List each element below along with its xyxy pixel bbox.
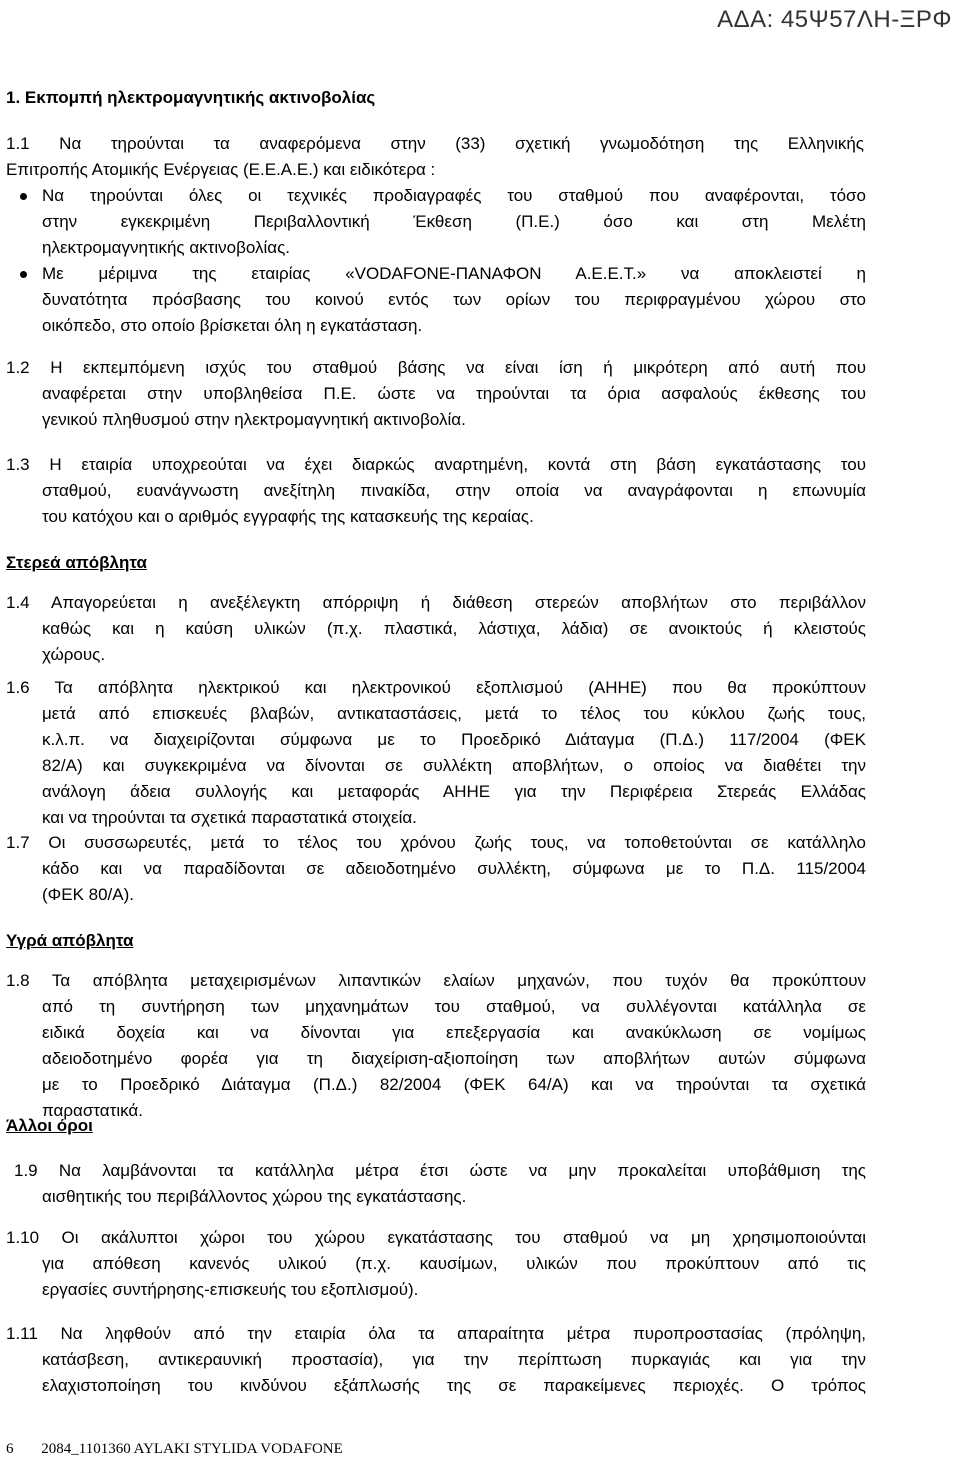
bullet-item [42, 261, 866, 339]
paragraph-1-6 [6, 675, 866, 831]
ada-code: ΑΔΑ: 45Ψ57ΛΗ-ΞΡΦ [717, 6, 952, 33]
text-line: Με μέριμνα της εταιρίας «VODAFONE-ΠΑΝΑΦΟΝ Α.Ε.Ε.Τ.» να αποκλειστεί η [42, 264, 866, 283]
paragraph-1-3 [6, 452, 866, 530]
text-line: 1.6 Τα απόβλητα ηλεκτρικού και ηλεκτρονικού εξοπλισμού (ΑΗΗΕ) που θα προκύπτουν [6, 678, 866, 697]
text-line: οικόπεδο, στο οποίο βρίσκεται όλη η εγκατάσταση. [42, 316, 423, 335]
text-line: Επιτροπής Ατομικής Ενέργειας (Ε.Ε.Α.Ε.) και ειδικότερα : [6, 160, 436, 179]
text-line: ανάλογη άδεια συλλογής και μεταφοράς ΑΗΗΕ για την Περιφέρεια Στερεάς Ελλάδας [42, 782, 866, 801]
text-line: 1.1 Να τηρούνται τα αναφερόμενα στην (33) σχετική γνωμοδότηση της Ελληνικής [6, 134, 864, 153]
text-line: καθώς και η καύση υλικών (π.χ. πλαστικά, λάστιχα, λάδια) σε ανοικτούς ή κλειστούς [42, 619, 866, 638]
text-line: 82/Α) και συγκεκριμένα να δίνονται σε συλλέκτη αποβλήτων, ο οποίος να διαθέτει την [42, 756, 866, 775]
text-line: αδειοδοτημένο φορέα για τη διαχείριση-αξιοποίηση των αποβλήτων αυτών σύμφωνα [42, 1049, 866, 1068]
paragraph-1-9 [14, 1158, 866, 1210]
heading-other-terms: Άλλοι όροι [6, 1116, 93, 1135]
text-line: ελαχιστοποίηση του κινδύνου εξάπλωσής της σε παρακείμενες περιοχές. Ο τρόπος [42, 1376, 866, 1395]
text-line: 1.8 Τα απόβλητα μεταχειρισμένων λιπαντικών ελαίων μηχανών, που τυχόν θα προκύπτουν [6, 971, 866, 990]
text-line: και να τηρούνται τα σχετικά παραστατικά στοιχεία. [42, 808, 417, 827]
heading-solid-waste: Στερεά απόβλητα [6, 553, 147, 572]
text-line: για απόθεση κανενός υλικού (π.χ. καυσίμων, υλικών που προκύπτουν από τις [42, 1254, 866, 1273]
document-reference: 2084_1101360 AYLAKI STYLIDA VODAFONE [41, 1441, 343, 1457]
section-title: 1. Εκπομπή ηλεκτρομαγνητικής ακτινοβολίας [6, 88, 376, 107]
text-line: 1.9 Να λαμβάνονται τα κατάλληλα μέτρα έτσι ώστε να μην προκαλείται υποβάθμιση της [14, 1161, 866, 1180]
text-line: αναφέρεται στην υποβληθείσα Π.Ε. ώστε να τηρούνται τα όρια ασφαλούς έκθεσης του [42, 384, 866, 403]
text-line: 1.11 Να ληφθούν από την εταιρία όλα τα απαραίτητα μέτρα πυροπροστασίας (πρόληψη, [6, 1324, 866, 1343]
paragraph-1-4 [6, 590, 866, 668]
paragraph-1-2 [6, 355, 866, 433]
text-line: ηλεκτρομαγνητικής ακτινοβολίας. [42, 238, 291, 257]
text-line: μετά από επισκευές βλαβών, αντικαταστάσεις, μετά το τέλος του κύκλου ζωής τους, [42, 704, 866, 723]
text-line: κατάσβεση, αντικεραυνική προστασία), για την περίπτωση πυρκαγιάς και για την [42, 1350, 866, 1369]
text-line: 1.10 Οι ακάλυπτοι χώροι του χώρου εγκατάστασης του σταθμού να μη χρησιμοποιούνται [6, 1228, 866, 1247]
page-number: 6 [6, 1441, 14, 1457]
paragraph-1-10 [6, 1225, 866, 1303]
text-line: κάδο και να παραδίδονται σε αδειοδοτημένο συλλέκτη, σύμφωνα με το Π.Δ. 115/2004 [42, 859, 866, 878]
bullet-item [42, 183, 866, 261]
text-line: σταθμού, ευανάγνωστη ανεξίτηλη πινακίδα, στην οποία να αναγράφονται η επωνυμία [42, 481, 866, 500]
text-line: δυνατότητα πρόσβασης του κοινού εντός των ορίων του περιφραγμένου χώρου στο [42, 290, 866, 309]
text-line: του κατόχου και ο αριθμός εγγραφής της κατασκευής της κεραίας. [42, 507, 534, 526]
text-line: (ΦΕΚ 80/Α). [42, 885, 134, 904]
paragraph-1-1 [6, 131, 864, 183]
paragraph-1-11 [6, 1321, 866, 1399]
text-line: με το Προεδρικό Διάταγμα (Π.Δ.) 82/2004 (ΦΕΚ 64/Α) και να τηρούνται τα σχετικά [42, 1075, 866, 1094]
text-line: κ.λ.π. να διαχειρίζονται σύμφωνα με το Προεδρικό Διάταγμα (Π.Δ.) 117/2004 (ΦΕΚ [42, 730, 866, 749]
heading-liquid-waste: Υγρά απόβλητα [6, 931, 134, 950]
text-line: Να τηρούνται όλες οι τεχνικές προδιαγραφές του σταθμού που αναφέρονται, τόσο [42, 186, 866, 205]
text-line: στην εγκεκριμένη Περιβαλλοντική Έκθεση (Π.Ε.) όσο και στη Μελέτη [42, 212, 866, 231]
text-line: αισθητικής του περιβάλλοντος χώρου της εγκατάστασης. [42, 1187, 467, 1206]
text-line: 1.2 Η εκπεμπόμενη ισχύς του σταθμού βάσης να είναι ίση ή μικρότερη από αυτή που [6, 358, 866, 377]
text-line: γενικού πληθυσμού στην ηλεκτρομαγνητική ακτινοβολία. [42, 410, 466, 429]
paragraph-1-8 [6, 968, 866, 1124]
paragraph-1-7 [6, 830, 866, 908]
bullet-icon [20, 193, 27, 200]
text-line: από τη συντήρηση των μηχανημάτων του σταθμού, να συλλέγονται κατάλληλα σε [42, 997, 866, 1016]
page-footer [6, 1441, 343, 1458]
text-line: χώρους. [42, 645, 106, 664]
text-line: 1.3 Η εταιρία υποχρεούται να έχει διαρκώς αναρτημένη, κοντά στη βάση εγκατάστασης του [6, 455, 866, 474]
text-line: 1.4 Απαγορεύεται η ανεξέλεγκτη απόρριψη ή διάθεση στερεών αποβλήτων στο περιβάλλον [6, 593, 866, 612]
text-line: ειδικά δοχεία και να δίνονται για επεξεργασία και ανακύκλωση σε νομίμως [42, 1023, 866, 1042]
text-line: εργασίες συντήρησης-επισκευής του εξοπλισμού). [42, 1280, 419, 1299]
bullet-icon [20, 271, 27, 278]
text-line: παραστατικά. [42, 1101, 143, 1120]
text-line: 1.7 Οι συσσωρευτές, μετά το τέλος του χρόνου ζωής τους, να τοποθετούνται σε κατάλληλο [6, 833, 866, 852]
